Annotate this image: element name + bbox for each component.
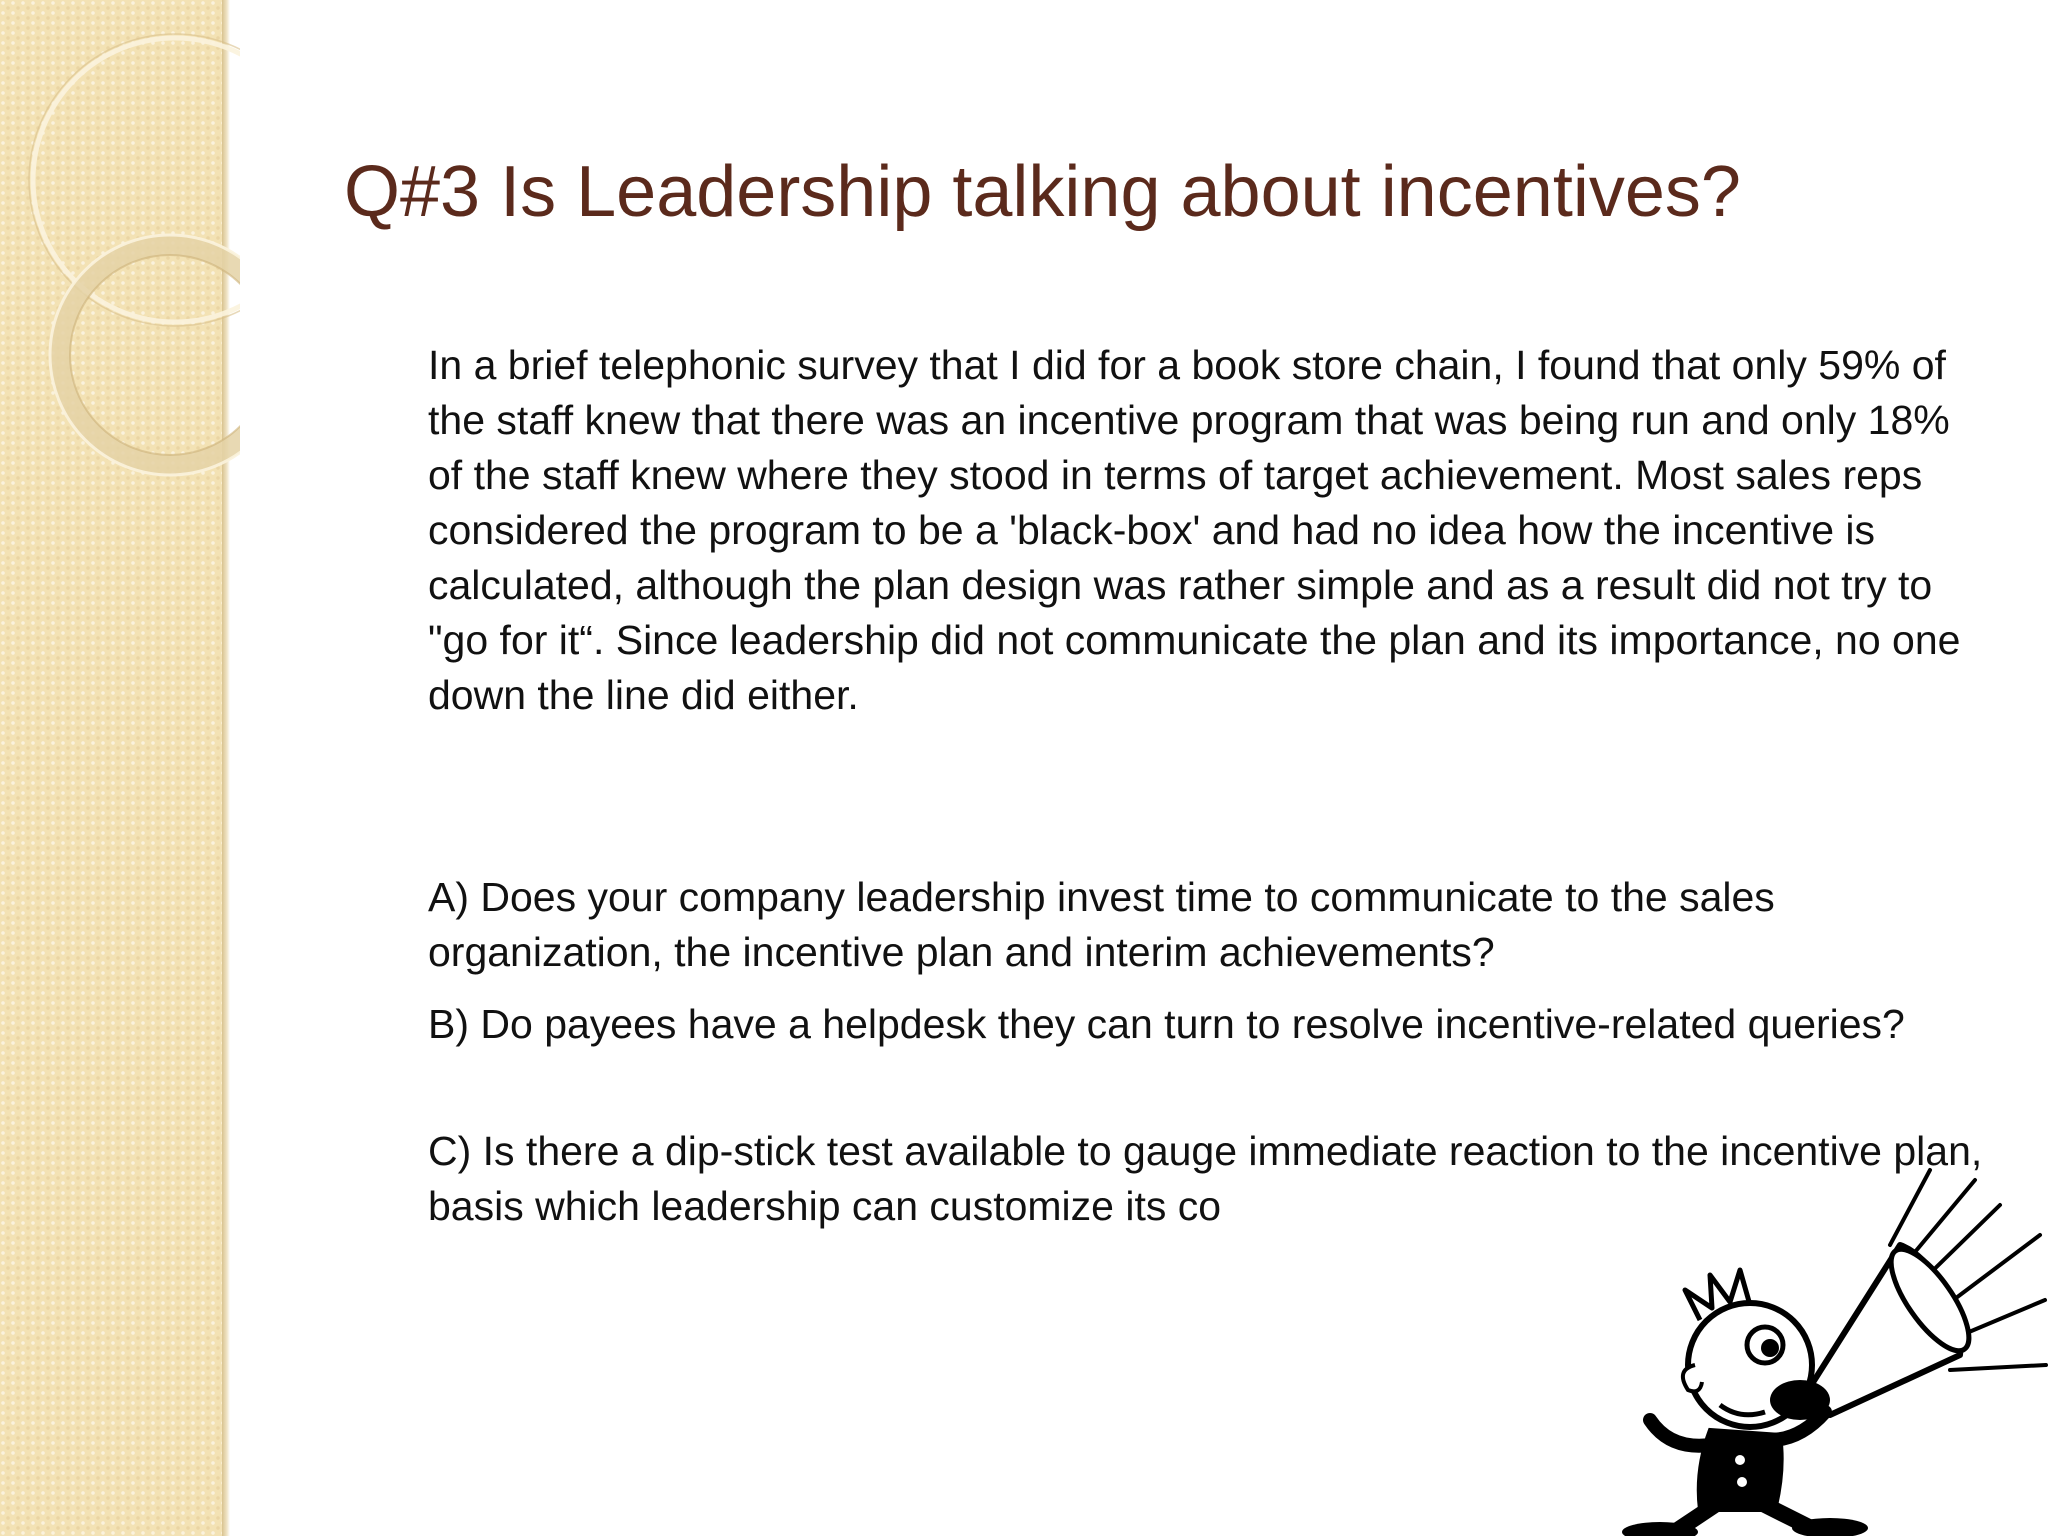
decorative-rings [0,0,240,520]
intro-paragraph: In a brief telephonic survey that I did for a book store chain, I found that only 59% of the staff knew that there was an incentive program that was being run and only 18% of the staff knew where they stood in terms of target achievement. Most sales reps considered the program to be a 'black-box' and had no idea how the incentive is calculated, although the plan design was rather simple and as a result did not try to "go for it“. Since leadership did not communicate the plan and its importance, no one down the line did either. [428,342,1961,718]
question-c: C) Is there a dip-stick test available to gauge immediate reaction to the incentive plan, basis which leadership can customize its co [428,1128,1983,1229]
megaphone-man-icon [1600,1150,2048,1536]
question-b: B) Do payees have a helpdesk they can turn to resolve incentive-related queries? [428,1001,1905,1047]
slide-title: Q#3 Is Leadership talking about incentives? [344,152,1741,232]
question-a: A) Does your company leadership invest time to communicate to the sales organization, the incentive plan and interim achievements? [428,874,1775,975]
